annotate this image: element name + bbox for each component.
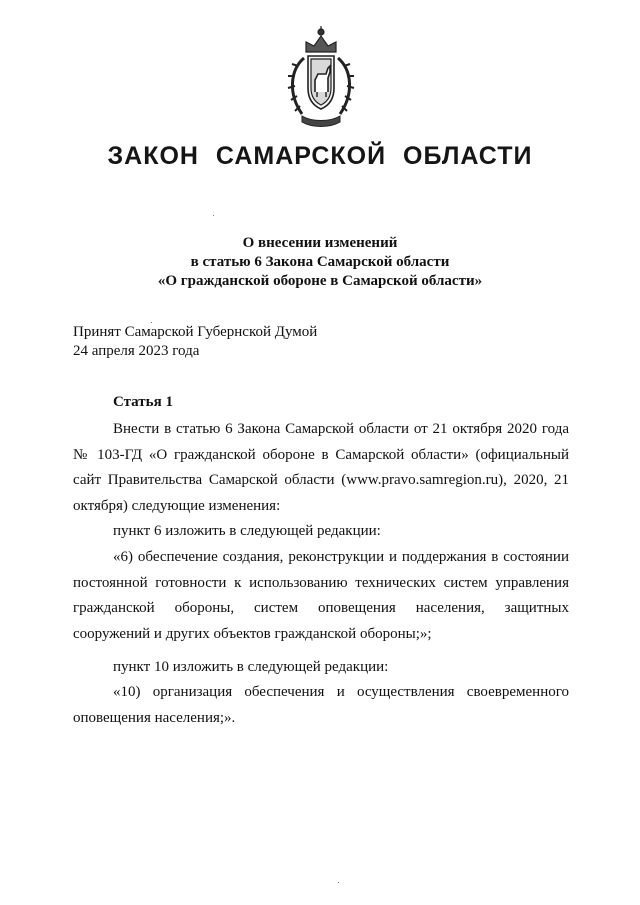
adoption-date: 24 апреля 2023 года bbox=[73, 343, 200, 359]
coat-of-arms-icon bbox=[284, 22, 358, 132]
subtitle-line: «О гражданской обороне в Самарской области» bbox=[157, 273, 483, 289]
article-paragraph: пункт 6 изложить в следующей редакции: bbox=[113, 523, 381, 539]
scan-speck bbox=[338, 882, 339, 883]
article-paragraph: пункт 10 изложить в следующей редакции: bbox=[113, 659, 389, 675]
scan-speck bbox=[151, 322, 152, 323]
article-paragraph: «6) обеспечение создания, реконструкции и поддержания в состоянии постоянной готовности к использованию технических систем управления гражданской обороны, систем оповещения населения, защитных сооружений и других объектов гражданской обороны;»; bbox=[73, 549, 569, 642]
subtitle-line: О внесении изменений bbox=[242, 235, 398, 251]
article-paragraph: «10) организация обеспечения и осуществления своевременного оповещения населения;». bbox=[73, 684, 569, 726]
law-subtitle bbox=[0, 234, 640, 291]
subtitle-line: в статью 6 Закона Самарской области bbox=[190, 254, 450, 270]
adoption-body: Принят Самарской Губернской Думой bbox=[73, 324, 318, 340]
law-title: ЗАКОН САМАРСКОЙ ОБЛАСТИ bbox=[107, 142, 533, 170]
adoption-note bbox=[73, 323, 317, 361]
article-heading: Статья 1 bbox=[113, 394, 173, 410]
scan-speck bbox=[213, 215, 214, 216]
article-paragraph: Внести в статью 6 Закона Самарской области от 21 октября 2020 года № 103-ГД «О гражданской обороне в Самарской области» (официальный сайт Правительства Самарской области (www.pravo.samregion.ru), 2020, 21 октября) следующие изменения: bbox=[73, 421, 569, 514]
